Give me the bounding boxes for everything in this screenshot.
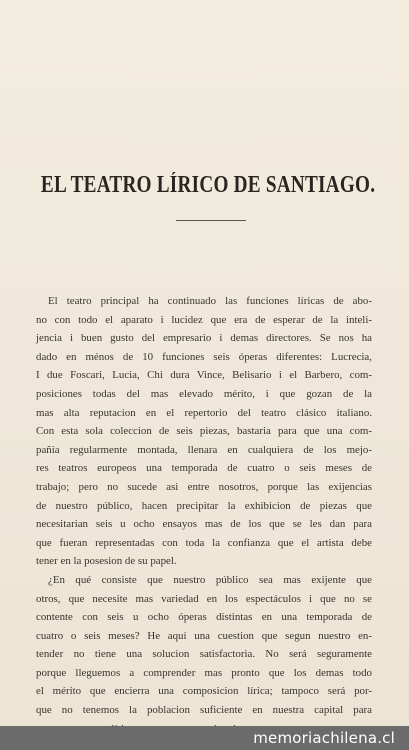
article-body <box>36 292 372 738</box>
text-line: jencia i buen gusto del empresario i demas directores. Se nos ha <box>36 332 372 345</box>
text-line: tender no tiene una solucion satisfactoria. No será seguramente <box>36 648 372 661</box>
text-line: no con todo el aparato i lucidez que era de esperar de la inteli- <box>36 313 372 326</box>
text-line: de nuestro público, hacen precipitar la exhibicion de piezas que <box>36 499 372 512</box>
text-line: ¿En qué consiste que nuestro público sea mas exijente que <box>48 573 372 586</box>
article-title: EL TEATRO LÍRICO DE SANTIAGO. <box>40 172 376 198</box>
text-line: que no tenemos la poblacion suficiente en nuestra capital para <box>36 704 372 717</box>
text-line: trabajo; pero no sucede asi entre nosotros, porque las exijencias <box>36 480 372 493</box>
text-line: mas alta reputacion en el repertorio del teatro clásico italiano. <box>36 406 372 419</box>
text-line: otros, que necesite mas variedad en los espectáculos i que no se <box>36 592 372 605</box>
text-line: contente con seis u ocho óperas distintas en una temporada de <box>36 611 372 624</box>
text-line: el mérito que encierra una composicion lírica; tampoco será por- <box>36 685 372 698</box>
text-line: Con esta sola coleccion de seis piezas, bastaria para que una com- <box>36 425 372 438</box>
text-line: dado en ménos de 10 funciones seis óperas diferentes: Lucrecia, <box>36 350 372 363</box>
watermark: memoriachilena.cl <box>253 729 395 747</box>
text-line: necesitarian seis u ocho ensayos mas de los que se les dan para <box>36 518 372 531</box>
text-line: que fueran representadas con toda la confianza que el artista debe <box>36 536 372 549</box>
text-line: I due Foscari, Lucia, Chi dura Vince, Belisario i el Barbero, com- <box>36 369 372 382</box>
text-line: porque lleguemos a comprender mas pronto que los demas todo <box>36 666 372 679</box>
text-line: cuatro o seis meses? He aquí una cuestion que segun nuestro en- <box>36 629 372 642</box>
title-divider <box>176 220 246 221</box>
text-line: tener en la posesion de su papel. <box>36 555 177 568</box>
footer-bar <box>0 726 409 750</box>
text-line: posiciones todas del mas elevado mérito, i que gozan de la <box>36 387 372 400</box>
text-line: pañia regularmente montada, llenara en cualquiera de los mejo- <box>36 443 372 456</box>
text-line: res teatros europeos una temporada de cuatro o seis meses de <box>36 462 372 475</box>
text-line: El teatro principal ha continuado las funciones líricas de abo- <box>48 295 372 307</box>
